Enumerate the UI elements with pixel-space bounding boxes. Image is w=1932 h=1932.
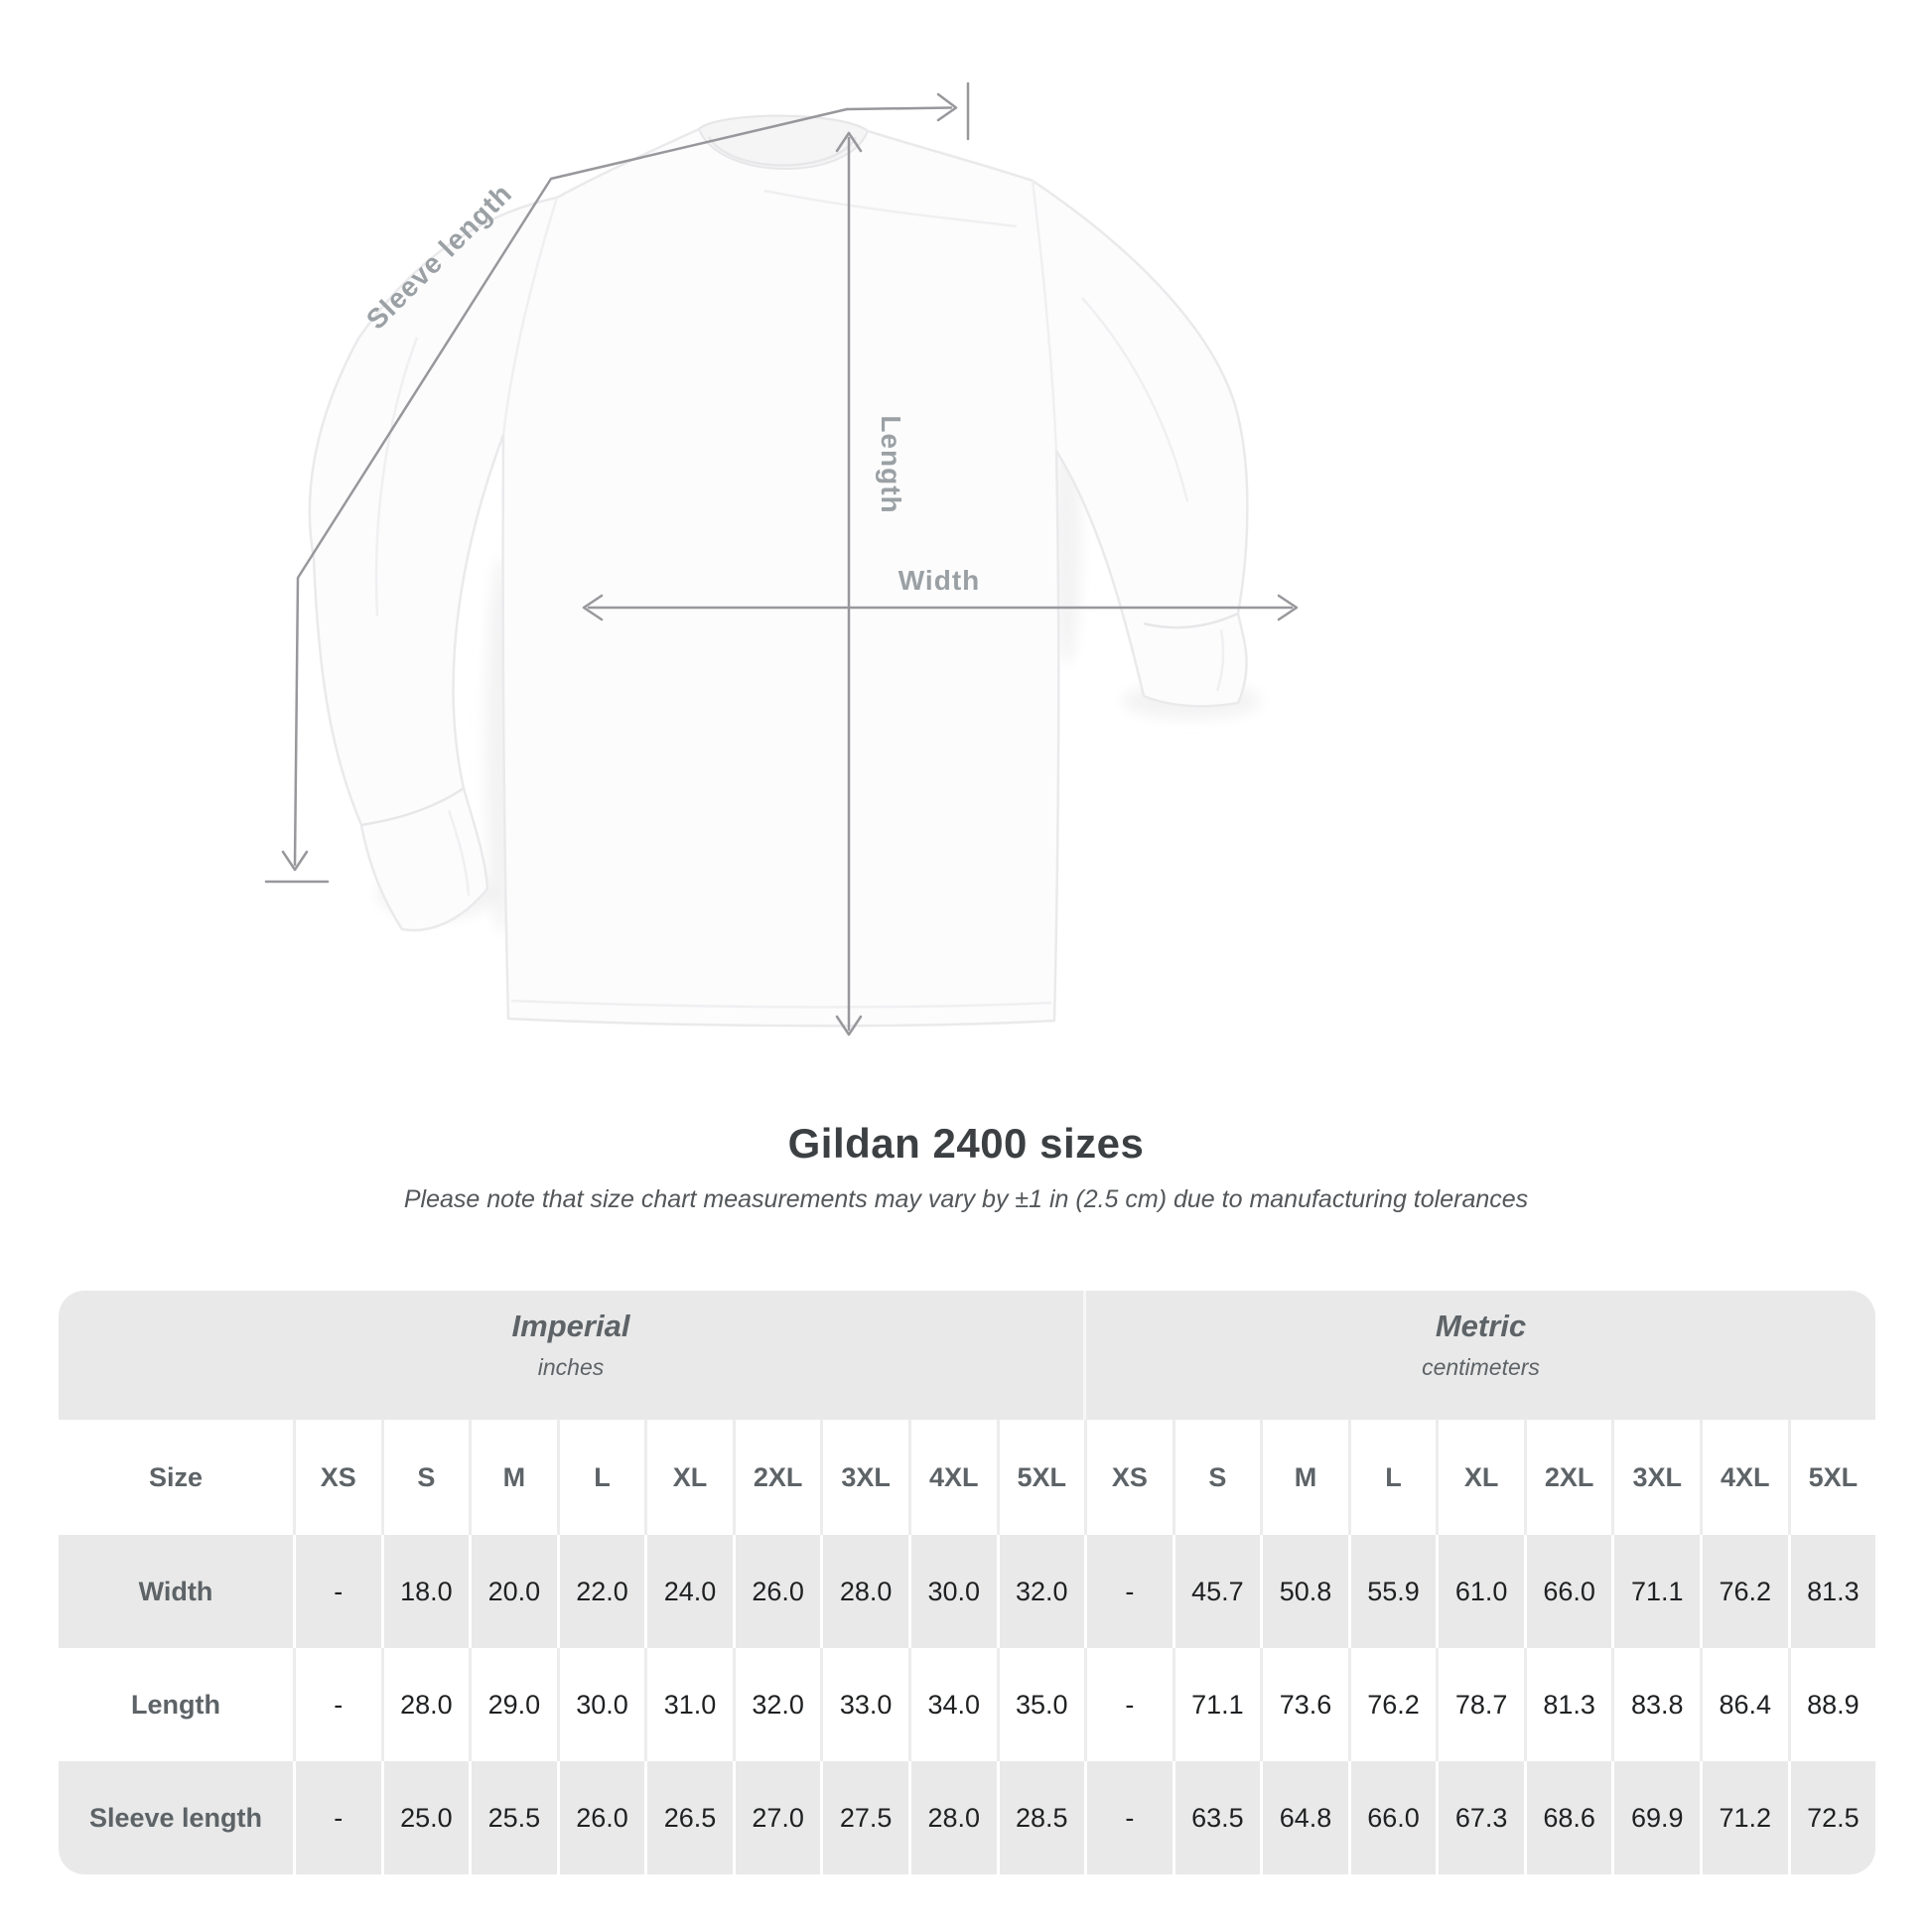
value-cell-imperial: 32.0 <box>997 1535 1085 1648</box>
size-col-header-imperial-5xl: 5XL <box>997 1420 1085 1535</box>
metric-units-header <box>1083 1291 1875 1420</box>
value-cell-imperial: 18.0 <box>381 1535 470 1648</box>
chart-heading <box>0 1120 1932 1214</box>
table-row-length <box>59 1648 1875 1761</box>
size-corner-header: Size <box>148 1461 204 1492</box>
value-cell-imperial: - <box>293 1648 381 1761</box>
value-cell-metric: 72.5 <box>1788 1761 1875 1874</box>
tolerance-note: Please note that size chart measurements may vary by ±1 in (2.5 cm) due to manufacturing tolerances <box>403 1185 1529 1213</box>
width-diagram-label: Width <box>897 565 981 596</box>
value-cell-imperial: 26.5 <box>644 1761 733 1874</box>
size-header-row <box>59 1420 1875 1535</box>
size-col-header-metric-xs: XS <box>1084 1420 1173 1535</box>
size-col-header-imperial-m: M <box>469 1420 557 1535</box>
value-cell-metric: 81.3 <box>1524 1648 1612 1761</box>
size-col-header-metric-m: M <box>1260 1420 1348 1535</box>
value-cell-imperial: 20.0 <box>469 1535 557 1648</box>
value-cell-metric: 83.8 <box>1611 1648 1700 1761</box>
value-cell-metric: - <box>1084 1648 1173 1761</box>
value-cell-metric: 76.2 <box>1348 1648 1437 1761</box>
value-cell-imperial: 28.0 <box>820 1535 908 1648</box>
value-cell-metric: 63.5 <box>1173 1761 1261 1874</box>
value-cell-imperial: 25.5 <box>469 1761 557 1874</box>
value-cell-metric: 73.6 <box>1260 1648 1348 1761</box>
value-cell-metric: 81.3 <box>1788 1535 1875 1648</box>
value-cell-imperial: 27.5 <box>820 1761 908 1874</box>
value-cell-imperial: 24.0 <box>644 1535 733 1648</box>
value-cell-metric: 68.6 <box>1524 1761 1612 1874</box>
table-body <box>59 1535 1875 1874</box>
sleeve-length-diagram-label: Sleeve length <box>359 177 518 336</box>
row-label: Sleeve length <box>88 1802 263 1833</box>
value-cell-metric: 71.2 <box>1700 1761 1788 1874</box>
size-col-header-metric-s: S <box>1173 1420 1261 1535</box>
size-col-header-imperial-s: S <box>381 1420 470 1535</box>
size-col-header-imperial-3xl: 3XL <box>820 1420 908 1535</box>
size-col-header-metric-l: L <box>1348 1420 1437 1535</box>
value-cell-metric: 55.9 <box>1348 1535 1437 1648</box>
value-cell-metric: 71.1 <box>1173 1648 1261 1761</box>
value-cell-imperial: 30.0 <box>908 1535 997 1648</box>
value-cell-imperial: 22.0 <box>557 1535 645 1648</box>
imperial-units-header <box>59 1291 1083 1420</box>
value-cell-metric: 76.2 <box>1700 1535 1788 1648</box>
table-row-width <box>59 1535 1875 1648</box>
value-cell-imperial: 34.0 <box>908 1648 997 1761</box>
size-col-header-metric-2xl: 2XL <box>1524 1420 1612 1535</box>
size-col-header-imperial-l: L <box>557 1420 645 1535</box>
value-cell-metric: - <box>1084 1761 1173 1874</box>
imperial-label: Imperial <box>511 1309 630 1343</box>
value-cell-imperial: 28.0 <box>381 1648 470 1761</box>
value-cell-metric: 50.8 <box>1260 1535 1348 1648</box>
value-cell-metric: 71.1 <box>1611 1535 1700 1648</box>
metric-sublabel: centimeters <box>1422 1354 1540 1380</box>
value-cell-metric: 67.3 <box>1436 1761 1524 1874</box>
value-cell-imperial: - <box>293 1535 381 1648</box>
value-cell-metric: 86.4 <box>1700 1648 1788 1761</box>
value-cell-metric: 61.0 <box>1436 1535 1524 1648</box>
units-header-band <box>59 1291 1875 1420</box>
table-row-sleeve-length <box>59 1761 1875 1874</box>
value-cell-metric: 78.7 <box>1436 1648 1524 1761</box>
value-cell-metric: 64.8 <box>1260 1761 1348 1874</box>
value-cell-metric: 69.9 <box>1611 1761 1700 1874</box>
row-label: Length <box>131 1689 220 1720</box>
value-cell-imperial: 27.0 <box>733 1761 821 1874</box>
value-cell-metric: 45.7 <box>1173 1535 1261 1648</box>
value-cell-imperial: 32.0 <box>733 1648 821 1761</box>
metric-label: Metric <box>1435 1309 1527 1343</box>
value-cell-metric: 66.0 <box>1524 1535 1612 1648</box>
value-cell-imperial: 35.0 <box>997 1648 1085 1761</box>
size-table <box>59 1291 1875 1874</box>
value-cell-imperial: 33.0 <box>820 1648 908 1761</box>
value-cell-imperial: 29.0 <box>469 1648 557 1761</box>
value-cell-imperial: 26.0 <box>733 1535 821 1648</box>
size-col-header-imperial-xs: XS <box>293 1420 381 1535</box>
size-col-header-metric-3xl: 3XL <box>1611 1420 1700 1535</box>
value-cell-metric: - <box>1084 1535 1173 1648</box>
value-cell-imperial: 31.0 <box>644 1648 733 1761</box>
value-cell-metric: 88.9 <box>1788 1648 1875 1761</box>
value-cell-imperial: 30.0 <box>557 1648 645 1761</box>
value-cell-metric: 66.0 <box>1348 1761 1437 1874</box>
size-col-header-imperial-4xl: 4XL <box>908 1420 997 1535</box>
page-title: Gildan 2400 sizes <box>787 1120 1145 1167</box>
size-col-header-metric-5xl: 5XL <box>1788 1420 1875 1535</box>
row-label: Width <box>138 1576 213 1606</box>
size-col-header-imperial-2xl: 2XL <box>733 1420 821 1535</box>
imperial-sublabel: inches <box>537 1354 605 1380</box>
size-col-header-metric-xl: XL <box>1436 1420 1524 1535</box>
value-cell-imperial: 28.5 <box>997 1761 1085 1874</box>
value-cell-imperial: - <box>293 1761 381 1874</box>
value-cell-imperial: 28.0 <box>908 1761 997 1874</box>
length-diagram-label: Length <box>876 415 906 514</box>
size-col-header-metric-4xl: 4XL <box>1700 1420 1788 1535</box>
value-cell-imperial: 25.0 <box>381 1761 470 1874</box>
size-col-header-imperial-xl: XL <box>644 1420 733 1535</box>
value-cell-imperial: 26.0 <box>557 1761 645 1874</box>
